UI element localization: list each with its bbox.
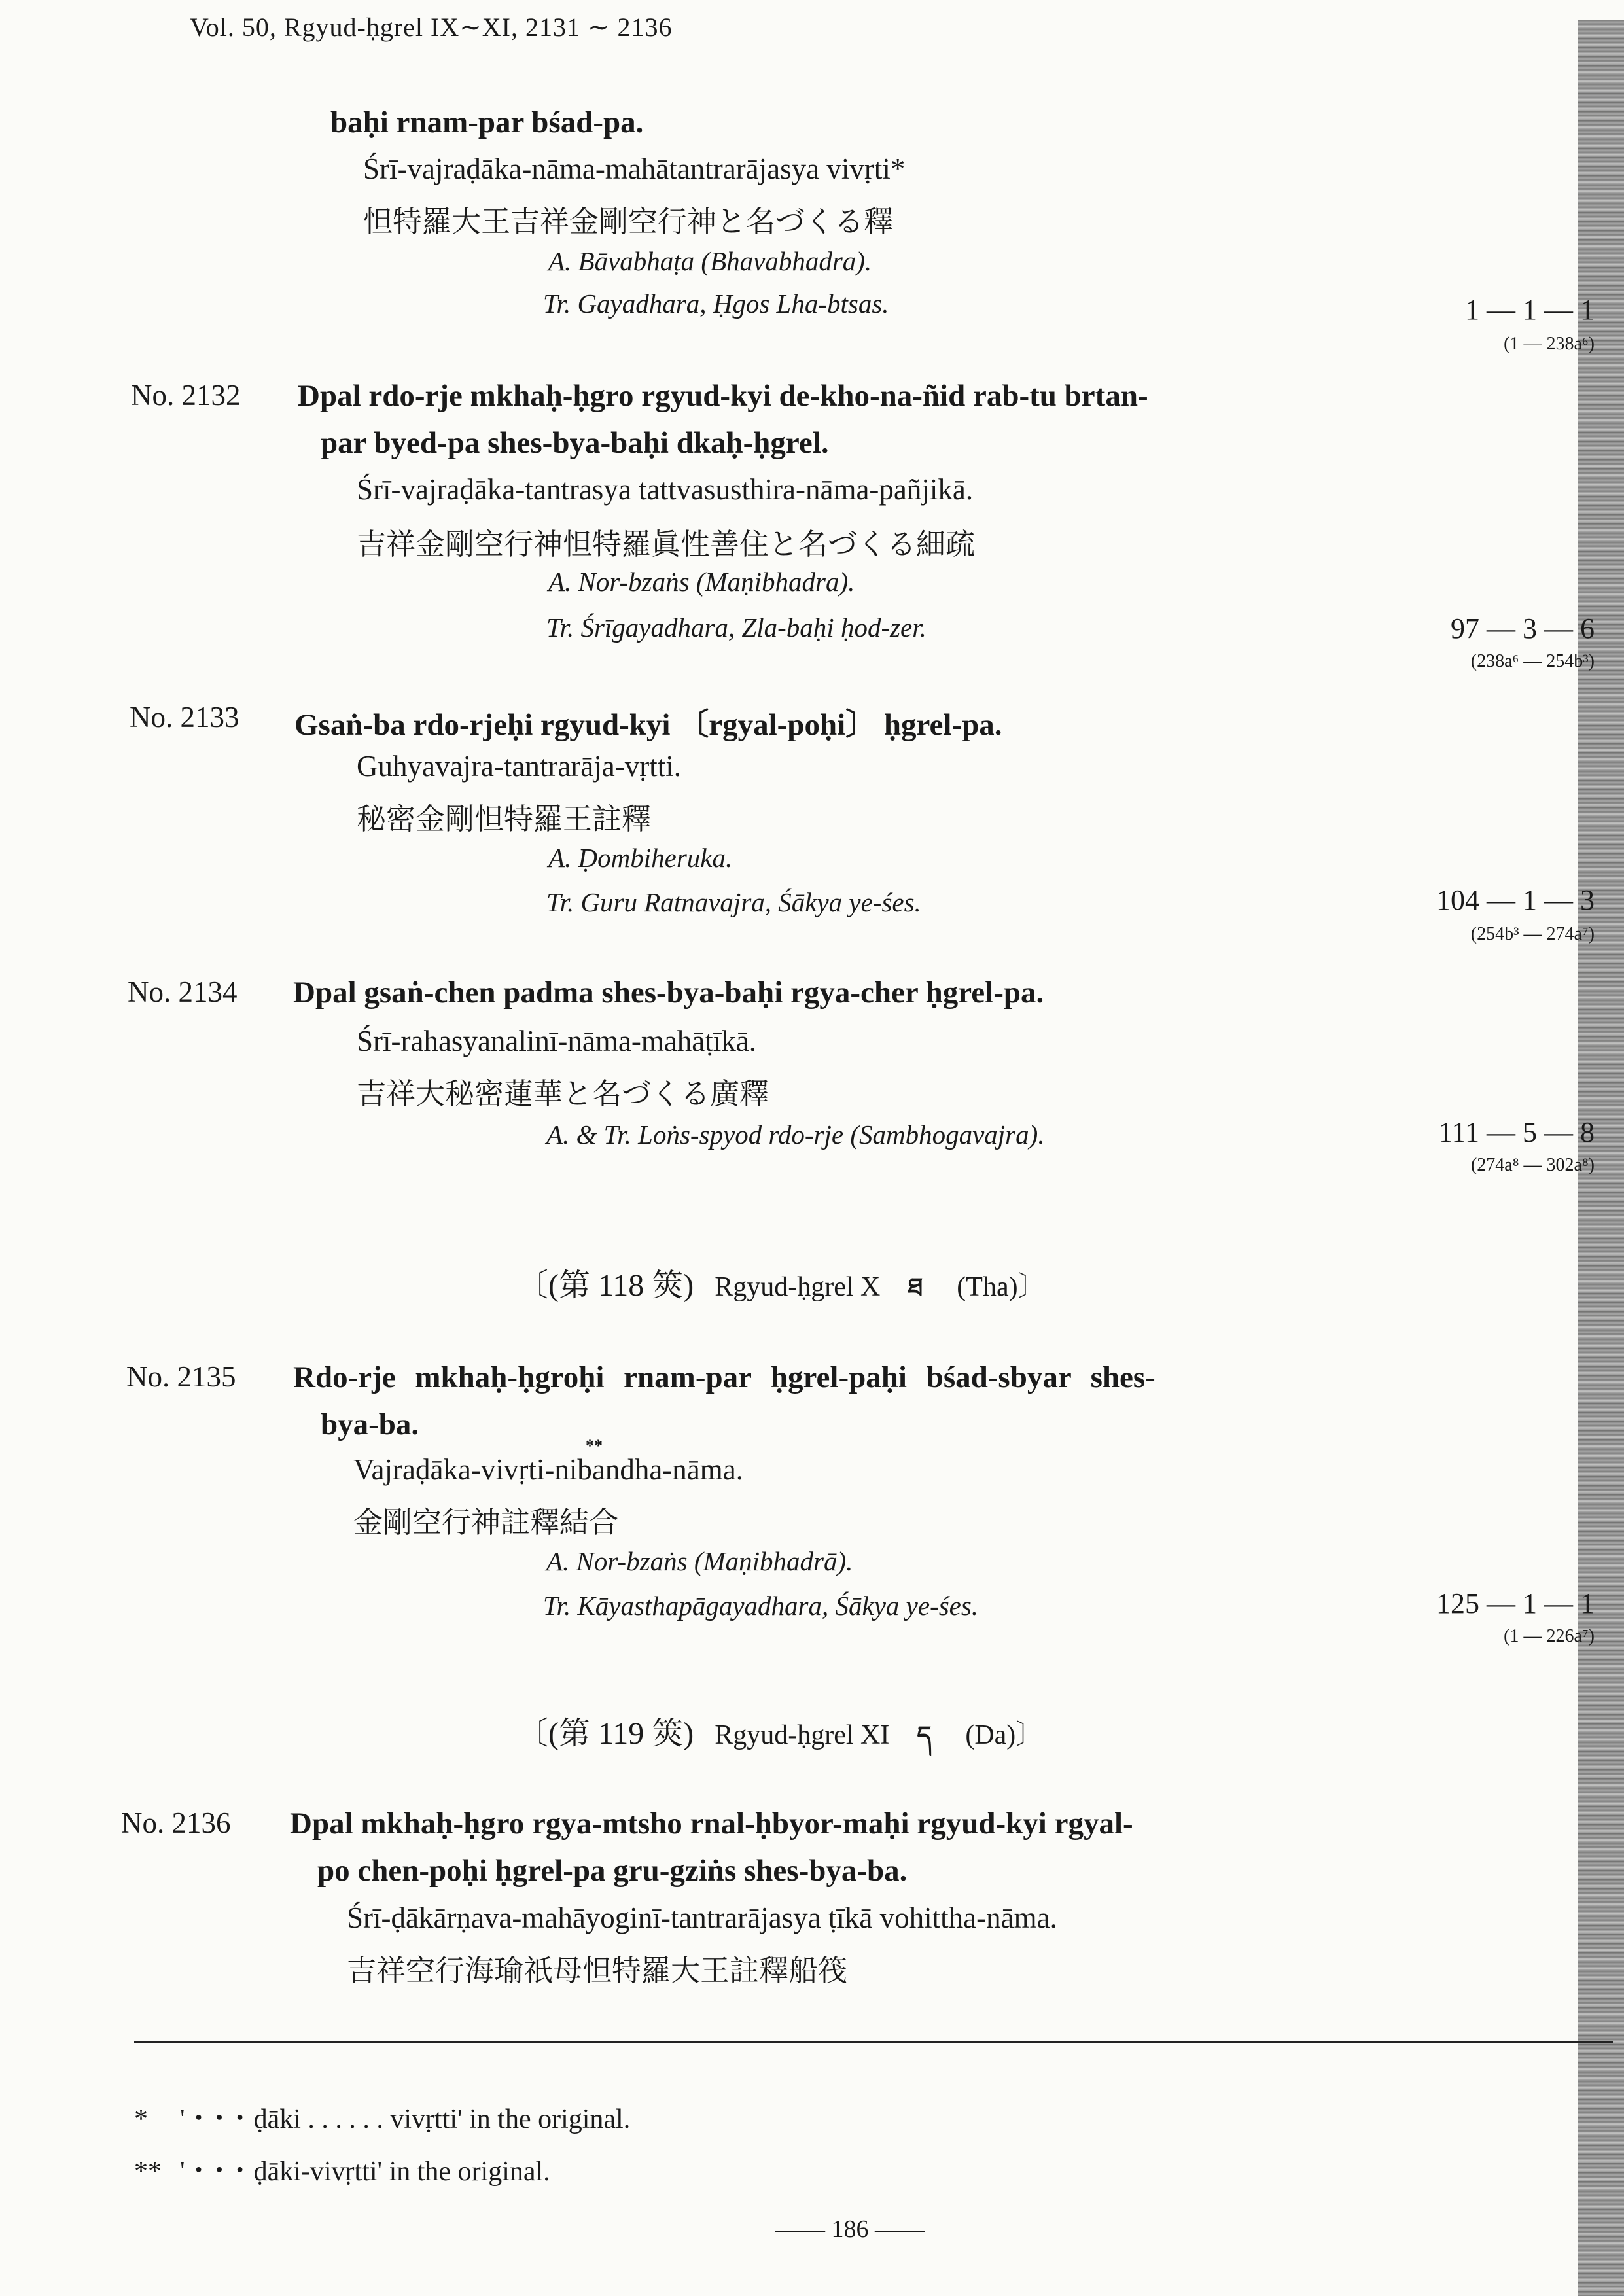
volume-ref: 111 — 5 — 8 xyxy=(1438,1116,1595,1148)
folio-ref: (1 — 226a⁷) xyxy=(1504,1626,1595,1646)
translator-line: Tr. Guru Ratnavajra, Śākya ye-śes. xyxy=(546,887,921,917)
section-heading-x xyxy=(517,1260,1046,1330)
tibetan-title-line: Rdo-rje mkhaḥ-ḥgroḥi rnam-par ḥgrel-paḥi bśad-sbyar shes- xyxy=(293,1360,1156,1394)
japanese-title: 吉祥大秘密蓮華と名づくる廣釋 xyxy=(357,1076,769,1111)
entry-number: No. 2135 xyxy=(126,1360,236,1393)
japanese-title: 金剛空行神註釋結合 xyxy=(353,1505,619,1540)
footnote-mark: ** xyxy=(134,2157,162,2187)
tibetan-title-line: par byed-pa shes-bya-baḥi dkaḥ-ḥgrel. xyxy=(321,426,829,460)
footnote-2 xyxy=(134,2149,550,2189)
author-line: A. Bāvabhaṭa (Bhavabhadra). xyxy=(548,246,872,276)
translator-line: Tr. Śrīgayadhara, Zla-baḥi ḥod-zer. xyxy=(546,612,927,643)
section-title: Rgyud-ḥgrel X xyxy=(715,1272,881,1302)
volume-ref: 1 — 1 — 1 xyxy=(1465,294,1595,326)
tibetan-title-line: Gsaṅ-ba rdo-rjeḥi rgyud-kyi 〔rgyal-poḥi〕 ḥgrel-pa. xyxy=(294,708,1002,742)
entry-number: No. 2132 xyxy=(131,379,241,412)
footnote-text: ' ･ ･ ･ ḍāki . . . . . . vivṛtti' in the original. xyxy=(180,2104,631,2134)
volume-ref: 125 — 1 — 1 xyxy=(1436,1587,1595,1619)
section-letter-name: (Tha)〕 xyxy=(957,1272,1046,1302)
sanskrit-title: Vajraḍāka-vivṛti-nibandha-nāma. xyxy=(353,1453,743,1486)
japanese-title: 吉祥金剛空行神怛特羅眞性善住と名づくる細疏 xyxy=(357,527,976,561)
footnote-text: ' ･ ･ ･ ḍāki-vivṛtti' in the original. xyxy=(180,2157,550,2187)
japanese-title: 吉祥空行海瑜祇母怛特羅大王註釋船筏 xyxy=(347,1953,848,1988)
entry-number: No. 2133 xyxy=(130,701,239,733)
section-volume: 〔(第 118 筴) xyxy=(517,1268,694,1303)
sanskrit-title: Guhyavajra-tantrarāja-vṛtti. xyxy=(357,750,681,783)
sanskrit-title: Śrī-vajraḍāka-nāma-mahātantrarājasya vivṛti* xyxy=(363,152,906,185)
folio-ref: (238a⁶ — 254b³) xyxy=(1470,651,1595,671)
author-translator-line: A. & Tr. Loṅs-spyod rdo-rje (Sambhogavajra). xyxy=(546,1120,1045,1150)
page-number: —— 186 —— xyxy=(775,2216,925,2243)
sanskrit-title: Śrī-ḍākārṇava-mahāyoginī-tantrarājasya ṭīkā vohittha-nāma. xyxy=(347,1901,1057,1934)
entry-number: No. 2134 xyxy=(128,976,238,1008)
tibetan-title-line: po chen-poḥi ḥgrel-pa gru-gziṅs shes-bya-ba. xyxy=(317,1854,908,1888)
author-line: A. Nor-bzaṅs (Maṇibhadra). xyxy=(548,567,855,597)
author-line: A. Ḍombiheruka. xyxy=(548,843,733,873)
volume-ref: 97 — 3 — 6 xyxy=(1451,612,1595,645)
tibetan-title-line: Dpal mkhaḥ-ḥgro rgya-mtsho rnal-ḥbyor-maḥi rgyud-kyi rgyal- xyxy=(290,1807,1133,1841)
tibetan-title-line: Dpal rdo-rje mkhaḥ-ḥgro rgyud-kyi de-kho-na-ñid rab-tu brtan- xyxy=(298,379,1148,413)
volume-ref: 104 — 1 — 3 xyxy=(1436,884,1595,916)
translator-line: Tr. Gayadhara, Ḥgos Lha-btsas. xyxy=(543,289,889,319)
section-title: Rgyud-ḥgrel XI xyxy=(715,1720,890,1750)
tibetan-title-line: baḥi rnam-par bśad-pa. xyxy=(330,105,644,139)
section-letter-name: (Da)〕 xyxy=(965,1720,1044,1750)
sanskrit-title: Śrī-rahasyanalinī-nāma-mahāṭīkā. xyxy=(357,1025,756,1057)
author-line: A. Nor-bzaṅs (Maṇibhadrā). xyxy=(546,1546,853,1576)
folio-ref: (1 — 238a⁶) xyxy=(1504,334,1595,354)
footnote-marker: ** xyxy=(586,1436,603,1455)
tibetan-title-line: Dpal gsaṅ-chen padma shes-bya-baḥi rgya-cher ḥgrel-pa. xyxy=(293,976,1044,1010)
section-volume: 〔(第 119 筴) xyxy=(517,1716,694,1751)
japanese-title: 怛特羅大王吉祥金剛空行神と名づくる釋 xyxy=(363,204,894,239)
tibetan-title-line: bya-ba. xyxy=(321,1407,419,1441)
translator-line: Tr. Kāyasthapāgayadhara, Śākya ye-śes. xyxy=(543,1591,979,1621)
footnote-mark: * xyxy=(134,2104,148,2134)
japanese-title: 秘密金剛怛特羅王註釋 xyxy=(357,802,652,836)
section-heading-xi xyxy=(517,1708,1043,1778)
folio-ref: (254b³ — 274a⁷) xyxy=(1470,924,1595,944)
footnote-1 xyxy=(134,2097,630,2136)
entry-number: No. 2136 xyxy=(121,1807,231,1839)
footnote-divider xyxy=(134,2041,1613,2043)
running-header: Vol. 50, Rgyud-ḥgrel IX∼XI, 2131 ∼ 2136 xyxy=(190,12,673,42)
tibetan-letter: ཐ xyxy=(908,1273,923,1301)
tibetan-letter: ད xyxy=(917,1721,932,1750)
folio-ref: (274a⁸ — 302a⁸) xyxy=(1470,1155,1595,1175)
sanskrit-title: Śrī-vajraḍāka-tantrasya tattvasusthira-nāma-pañjikā. xyxy=(357,473,974,506)
